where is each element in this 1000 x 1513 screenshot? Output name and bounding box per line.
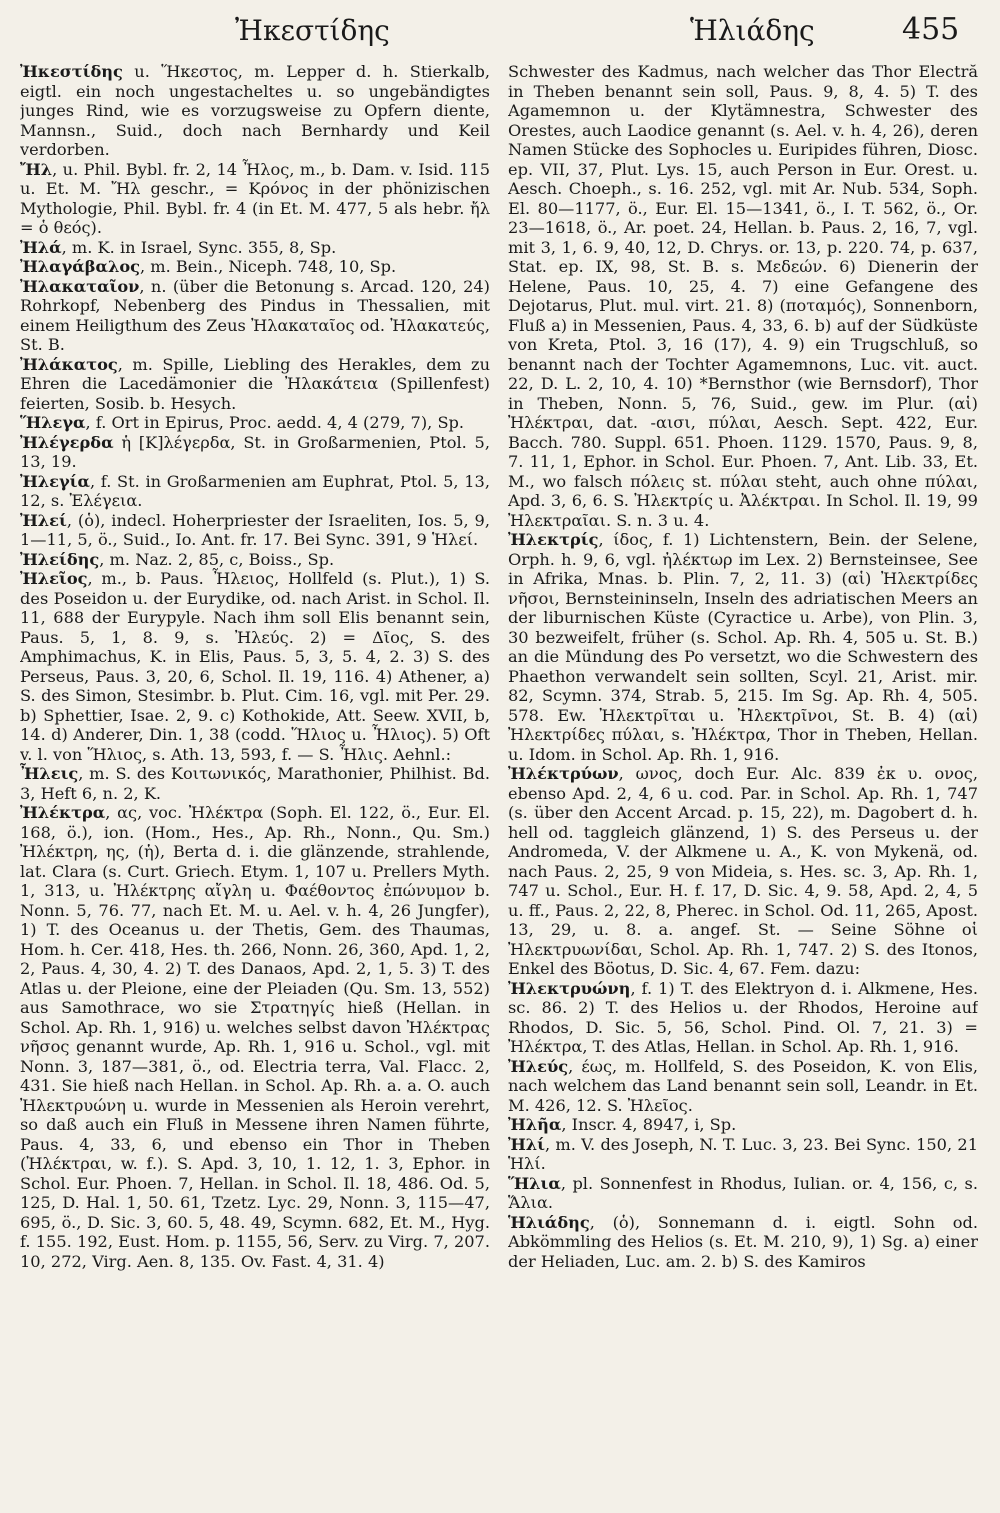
entry-body: u. Ἥκεστος, m. Lepper d. h. Stierkalb, eigtl. ein noch ungestacheltes u. so ungebändigtes junges Rind, wie es vorzugsweise zu Opfern diente, Mannsn., Suid., doch nach Bernhardy und Keil verdorben. <box>20 62 490 159</box>
dictionary-entry <box>20 355 490 414</box>
dictionary-entry <box>508 1174 978 1213</box>
entry-headword: Ἠλά <box>20 237 62 257</box>
dictionary-entry <box>508 530 978 764</box>
entry-headword: Ἥλεγα <box>20 413 86 432</box>
entry-headword: Ἠλέκτρύων <box>508 764 619 783</box>
left-column <box>20 62 490 1502</box>
dictionary-entry <box>508 1135 978 1174</box>
dictionary-entry <box>20 238 490 258</box>
dictionary-entry <box>20 413 490 433</box>
dictionary-entry <box>20 511 490 550</box>
entry-body: , m. K. in Israel, Sync. 355, 8, Sp. <box>61 237 337 257</box>
entry-headword: Ἠλεί <box>20 510 67 530</box>
dictionary-entry <box>20 550 490 570</box>
entry-headword: Ἦλεις <box>20 764 79 783</box>
dictionary-entry <box>508 1115 978 1135</box>
entry-headword: Ἠλί <box>508 1134 545 1154</box>
entry-body: , u. Phil. Bybl. fr. 2, 14 Ἦλος, m., b. Dam. v. Isid. 115 u. Et. M. Ἤλ geschr., = Κρόνος in der phönizischen Mythologie, Phil. Bybl. fr. 4 (in Et. M. 477, 5 als hebr. ἤλ = ὁ θεός). <box>20 159 490 237</box>
entry-headword: Ἠλάκατος <box>20 354 118 374</box>
entry-body: ἡ [Κ]λέγερδα, St. in Großarmenien, Ptol. 5, 13, 19. <box>20 432 490 471</box>
entry-headword: Ἠλεγία <box>20 471 90 491</box>
dictionary-entry <box>508 62 978 530</box>
dictionary-entry <box>20 433 490 472</box>
entry-headword: Ἠλεῖος <box>20 569 88 588</box>
entry-headword: Ἠλέκτρα <box>20 803 106 822</box>
entry-body: , m., b. Paus. Ἦλειος, Hollfeld (s. Plut.), 1) S. des Poseidon u. der Eurydike, od. nach Arist. in Schol. Il. 11, 688 der Eurypyle. Nach ihm soll Elis benannt sein, Paus. 5, 1, 8. 9, s. Ἠλεύς. 2) = Δῖος, S. des Amphimachus, K. in Elis, Paus. 5, 3, 5. 4, 2. 3) S. des Perseus, Paus. 3, 20, 6, Schol. Il. 19, 116. 4) Athener, a) S. des Simon, Stesimbr. b. Plut. Cim. 16, vgl. mit Per. 29. b) Sphettier, Isae. 2, 9. c) Kothokide, Att. Seew. XVII, b, 14. d) Anderer, Din. 1, 38 (codd. Ἥλιος u. Ἦλιος). 5) Oft v. l. von Ἥλιος, s. Ath. 13, 593, f. — S. Ἦλις. Aehnl.: <box>20 569 490 764</box>
entry-body: , f. Ort in Epirus, Proc. aedd. 4, 4 (279, 7), Sp. <box>85 413 465 432</box>
running-head-right: Ἡλιάδης <box>690 14 815 47</box>
running-head-left: Ἠκεστίδης <box>235 14 390 47</box>
entry-headword: Ἠλείδης <box>20 549 100 569</box>
dictionary-entry <box>508 764 978 979</box>
dictionary-entry <box>20 277 490 355</box>
entry-headword: Ἠλῆα <box>508 1115 562 1134</box>
entry-body: , m. Naz. 2, 85, c, Boiss., Sp. <box>99 549 335 569</box>
dictionary-entry <box>508 979 978 1057</box>
entry-headword: Ἠλέγερδα <box>20 432 114 452</box>
entry-body: , έως, m. Hollfeld, S. des Poseidon, K. von Elis, nach welchem das Land benannt sein soll, Leandr. in Et. M. 426, 12. S. Ἠλεῖος. <box>508 1056 978 1115</box>
dictionary-entry <box>20 803 490 1271</box>
dictionary-entry <box>508 1057 978 1116</box>
entry-body: , f. 1) T. des Elektryon d. i. Alkmene, Hes. sc. 86. 2) T. des Helios u. der Rhodos, Heroine auf Rhodos, D. Sic. 5, 56, Schol. Pind. Ol. 7, 21. 3) = Ἠλέκτρα, T. des Atlas, Hellan. in Schol. Ap. Rh. 1, 916. <box>508 978 978 1056</box>
dictionary-entry <box>20 160 490 238</box>
dictionary-entry <box>20 62 490 160</box>
entry-body: , f. St. in Großarmenien am Euphrat, Ptol. 5, 13, 12, s. Ἐλέγεια. <box>20 471 490 510</box>
entry-headword: Ἡλιάδης <box>508 1212 590 1232</box>
entry-headword: Ἠκεστίδης <box>20 62 123 81</box>
dictionary-entry <box>20 257 490 277</box>
dictionary-entry <box>508 1213 978 1272</box>
entry-headword: Ἠλεκτρυώνη <box>508 978 631 998</box>
entry-body: Schwester des Kadmus, nach welcher das Thor Electră in Theben benannt sein soll, Paus. 9, 8, 4. 5) T. des Agamemnon u. der Klytämnestra, Schwester des Orestes, auch Laodice genannt (s. Ael. v. h. 4, 26), deren Namen Stücke des Sophocles u. Euripides führen, Diosc. ep. VII, 37, Plut. Lys. 15, auch Person in Eur. Orest. u. Aesch. Choeph., s. 16. 252, vgl. mit Ar. Nub. 534, Soph. El. 80—1177, ö., Eur. El. 15—1341, ö., I. T. 562, ö., Or. 23—1618, ö., Ar. poet. 24, Hellan. b. Paus. 2, 16, 7, vgl. mit 3, 1, 6. 9, 40, 12, D. Chrys. or. 13, p. 220. 74, p. 637, Stat. ep. IX, 98, St. B. s. Μεδεών. 6) Dienerin der Helene, Paus. 10, 25, 4. 7) eine Gefangene des Dejotarus, Plut. mul. virt. 21. 8) (ποταμός), Sonnenborn, Fluß a) in Messenien, Paus. 4, 33, 6. b) auf der Südküste von Kreta, Ptol. 3, 16 (17), 4. 9) ein Trugschluß, so benannt nach der Tochter Agamemnons, Luc. vit. auct. 22, D. L. 2, 10, 4. 10) *Bernsthor (wie Bernsdorf), Thor in Theben, Nonn. 5, 76, Suid., gew. im Plur. (αἱ) Ἠλέκτραι, dat. -αισι, πύλαι, Aesch. Sept. 422, Eur. Bacch. 780. Suppl. 651. Phoen. 1129. 1570, Paus. 9, 8, 7. 11, 1, Ephor. in Schol. Eur. Phoen. 7, Ant. Lib. 33, Et. M., wo falsch πόλεις st. πύλαι steht, auch ohne πύλαι, Apd. 3, 6, 6. S. Ἠλεκτρίς u. Ἀλέκτραι. In Schol. Il. 19, 99 Ἠλεκτραῖαι. S. n. 3 u. 4. <box>508 62 978 530</box>
entry-headword: Ἠλεκτρίς <box>508 530 599 549</box>
dictionary-entry <box>20 472 490 511</box>
entry-body: , n. (über die Betonung s. Arcad. 120, 24) Rohrkopf, Nebenberg des Pindus in Thessalien, mit einem Heiligthum des Zeus Ἠλακαταῖος od. Ἠλακατεύς, St. B. <box>20 276 490 354</box>
entry-body: , (ὁ), indecl. Hoherpriester der Israeliten, Ios. 5, 9, 1—11, 5, ö., Suid., Io. Ant. fr. 17. Bei Sync. 391, 9 Ἡλεί. <box>20 510 490 549</box>
dictionary-entry <box>20 569 490 764</box>
entry-headword: Ἤλ <box>20 159 53 179</box>
entry-body: , ωνος, doch Eur. Alc. 839 ἐκ υ. ονος, ebenso Apd. 2, 4, 6 u. cod. Par. in Schol. Ap. Rh. 1, 747 (s. über den Accent Arcad. p. 15, 22), m. Dagobert d. h. hell od. taggleich glänzend, 1) S. des Perseus u. der Andromeda, V. der Alkmene u. A., K. von Mykenä, od. nach Paus. 2, 25, 9 von Mideia, s. Hes. sc. 3, Ap. Rh. 1, 747 u. Schol., Eur. H. f. 17, D. Sic. 4, 9. 58, Apd. 2, 4, 5 u. ff., Paus. 2, 22, 8, Pherec. in Schol. Od. 11, 265, Apost. 13, 29, u. 8. a. angef. St. — Seine Söhne οἱ Ἠλεκτρυωνίδαι, Schol. Ap. Rh. 1, 747. 2) S. des Itonos, Enkel des Böotus, D. Sic. 4, 67. Fem. dazu: <box>508 764 978 978</box>
entry-body: , m. S. des Κοιτωνικός, Marathonier, Philhist. Bd. 3, Heft 6, n. 2, K. <box>20 764 490 803</box>
entry-headword: Ἠλεύς <box>508 1056 569 1076</box>
entry-headword: Ἠλαγάβαλος <box>20 257 140 276</box>
entry-body: , ίδος, f. 1) Lichtenstern, Bein. der Selene, Orph. h. 9, 6, vgl. ἠλέκτωρ im Lex. 2) Bernsteinsee, See in Afrika, Mnas. b. Plin. 7, 2, 11. 3) (αἱ) Ἠλεκτρίδες νῆσοι, Bernsteininseln, Inseln des adriatischen Meers an der liburnischen Küste (Cyractice u. Arbe), von Plin. 3, 30 bezweifelt, früher (s. Schol. Ap. Rh. 4, 505 u. St. B.) an die Mündung des Po versetzt, wo die Schwestern des Phaethon verwandelt sein sollten, Scyl. 21, Arist. mir. 82, Scymn. 374, Strab. 5, 215. Im Sg. Ap. Rh. 4, 505. 578. Ew. Ἠλεκτρῖται u. Ἠλεκτρῖνοι, St. B. 4) (αἱ) Ἠλεκτρίδες πύλαι, s. Ἠλέκτρα, Thor in Theben, Hellan. u. Idom. in Schol. Ap. Rh. 1, 916. <box>508 530 978 764</box>
entry-body: , ας, voc. Ἠλέκτρα (Soph. El. 122, ö., Eur. El. 168, ö.), ion. (Hom., Hes., Ap. Rh., Nonn., Qu. Sm.) Ἠλέκτρη, ης, (ἡ), Berta d. i. die glänzende, strahlende, lat. Clara (s. Curt. Griech. Etym. 1, 107 u. Prellers Myth. 1, 313, u. Ἠλέκτρης αἴγλη u. Φαέθοντος ἐπώνυμον b. Nonn. 5, 76. 77, nach Et. M. u. Ael. v. h. 4, 26 Jungfer), 1) T. des Oceanus u. der Thetis, Gem. des Thaumas, Hom. h. Cer. 418, Hes. th. 266, Nonn. 26, 360, Apd. 1, 2, 2, Paus. 4, 30, 4. 2) T. des Danaos, Apd. 2, 1, 5. 3) T. des Atlas u. der Pleione, eine der Pleiaden (Qu. Sm. 13, 552) aus Samothrace, wo sie Στρατηγίς hieß (Hellan. in Schol. Ap. Rh. 1, 916) u. welches selbst davon Ἠλέκτρας νῆσος genannt wurde, Ap. Rh. 1, 916 u. Schol., vgl. mit Nonn. 3, 187—381, ö., od. Electria terra, Val. Flacc. 2, 431. Sie hieß nach Hellan. in Schol. Ap. Rh. a. a. O. auch Ἠλεκτρυώνη u. wurde in Messenien als Heroin verehrt, so daß auch ein Fluß in Messene ihren Namen führte, Paus. 4, 33, 6, und ebenso ein Thor in Theben (Ἠλέκτραι, w. f.). S. Apd. 3, 10, 1. 12, 1. 3, Ephor. in Schol. Eur. Phoen. 7, Hellan. in Schol. Il. 18, 486. Od. 5, 125, D. Hal. 1, 50. 61, Tzetz. Lyc. 29, Nonn. 3, 115—47, 695, ö., D. Sic. 3, 60. 5, 48. 49, Scymn. 682, Et. M., Hyg. f. 155. 192, Eust. Hom. p. 1155, 56, Serv. zu Virg. 7, 207. 10, 272, Virg. Aen. 8, 135. Ov. Fast. 4, 31. 4) <box>20 803 490 1271</box>
entry-headword: Ἥλια <box>508 1173 561 1193</box>
entry-body: , Inscr. 4, 8947, i, Sp. <box>561 1115 737 1134</box>
page-number: 455 <box>902 12 960 47</box>
dictionary-entry <box>20 764 490 803</box>
entry-body: , (ὁ), Sonnemann d. i. eigtl. Sohn od. Abkömmling des Helios (s. Et. M. 210, 9), 1) Sg. a) einer der Heliaden, Luc. am. 2. b) S. des Kamiros <box>508 1212 978 1271</box>
entry-body: , m. Bein., Niceph. 748, 10, Sp. <box>139 257 397 276</box>
entry-body: , m. V. des Joseph, N. T. Luc. 3, 23. Bei Sync. 150, 21 Ἡλί. <box>508 1134 978 1173</box>
entry-body: , pl. Sonnenfest in Rhodus, Iulian. or. 4, 156, c, s. Ἅλια. <box>508 1173 978 1212</box>
right-column <box>508 62 978 1502</box>
entry-headword: Ἠλακαταῖον <box>20 276 140 296</box>
entry-body: , m. Spille, Liebling des Herakles, dem zu Ehren die Lacedämonier die Ἠλακάτεια (Spillenfest) feierten, Sosib. b. Hesych. <box>20 354 490 413</box>
page-header <box>0 6 1000 56</box>
